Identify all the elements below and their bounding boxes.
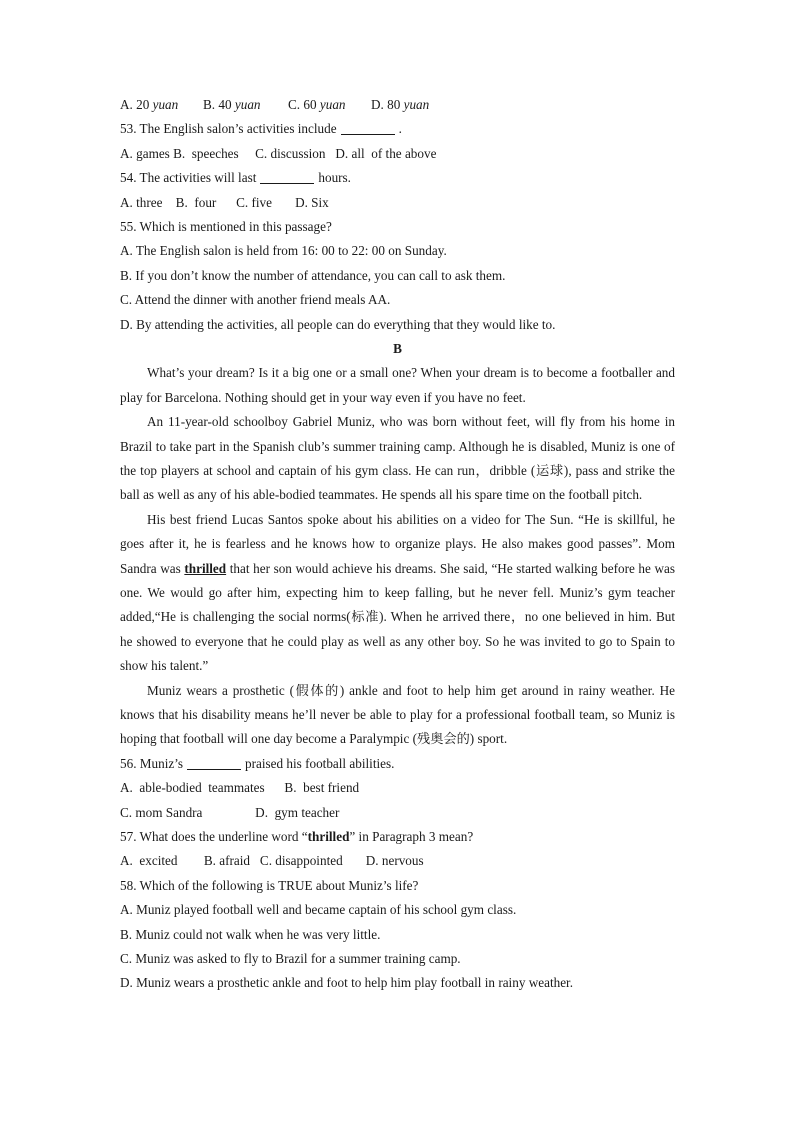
q55-option-a: A. The English salon is held from 16: 00 to 22: 00 on Sunday.: [120, 243, 447, 259]
q52-option-c: C. 60 yuan: [288, 97, 346, 112]
q53-stem: 53. The English salon’s activities include .: [120, 121, 402, 137]
q52-option-b: B. 40 yuan: [203, 97, 261, 112]
q54-stem: 54. The activities will last hours.: [120, 170, 351, 186]
underlined-word: thrilled: [184, 560, 227, 576]
q58-option-b: B. Muniz could not walk when he was very little.: [120, 926, 381, 942]
q55-option-b: B. If you don’t know the number of attendance, you can call to ask them.: [120, 267, 506, 283]
q58-stem: 58. Which of the following is TRUE about Muniz’s life?: [120, 877, 419, 893]
passage-paragraph-2: An 11-year-old schoolboy Gabriel Muniz, who was born without feet, will fly from his home in Brazil to take part in the Spanish club’s summer training camp. Although he is disabled, Muniz is one of the top players at school and captain of his gym class. He can run，dribble (运球), pass and strike the ball as well as any of his able-bodied teammates. He spends all his spare time on the football pitch.: [120, 414, 675, 503]
passage-paragraph-1: What’s your dream? Is it a big one or a small one? When your dream is to become a footballer and play for Barcelona. Nothing should get in your way even if you have no feet.: [120, 365, 675, 405]
q56-options-ab: A. able-bodied teammates B. best friend: [120, 780, 360, 796]
q52-option-a: A. 20 yuan: [120, 97, 179, 112]
answer-blank: [341, 120, 395, 135]
exam-page: [120, 93, 675, 996]
q55-stem: 55. Which is mentioned in this passage?: [120, 218, 332, 234]
q56-stem: 56. Muniz’s praised his football abilities.: [120, 755, 395, 771]
q57-options: A. excited B. afraid C. disappointed D. nervous: [120, 853, 424, 869]
q56-options-cd: C. mom Sandra D. gym teacher: [120, 804, 340, 820]
q58-option-a: A. Muniz played football well and became captain of his school gym class.: [120, 902, 517, 918]
q55-option-d: D. By attending the activities, all people can do everything that they would like to.: [120, 316, 556, 332]
q52-options: [120, 93, 675, 117]
q55-option-c: C. Attend the dinner with another friend meals AA.: [120, 292, 391, 308]
q53-options: A. games B. speeches C. discussion D. all of the above: [120, 145, 437, 161]
q54-options: A. three B. four C. five D. Six: [120, 194, 329, 210]
q52-option-d: D. 80 yuan: [371, 97, 430, 112]
q58-option-d: D. Muniz wears a prosthetic ankle and foot to help him play football in rainy weather.: [120, 975, 574, 991]
answer-blank: [260, 169, 314, 184]
passage-paragraph-4: Muniz wears a prosthetic (假体的) ankle and foot to help him get around in rainy weather. He knows that his disability means he’ll never be able to play for a professional football team, so Muniz is hoping that football will one day become a Paralympic (残奥会的) sport.: [120, 682, 675, 747]
q57-stem: 57. What does the underline word “thrilled” in Paragraph 3 mean?: [120, 828, 474, 844]
section-heading: B: [393, 340, 402, 356]
answer-blank: [187, 755, 241, 770]
q58-option-c: C. Muniz was asked to fly to Brazil for a summer training camp.: [120, 950, 461, 966]
passage-paragraph-3: His best friend Lucas Santos spoke about his abilities on a video for The Sun. “He is skillful, he goes after it, he is fearless and he knows how to organize plays. He also makes good passes”. Mom Sandra was thrilled that her son would achieve his dreams. She said, “He started walking before he was one. We would go after him, expecting him to keep falling, but he never fell. Muniz’s gym teacher added,“He is challenging the social norms(标准). When he arrived there，no one believed in him. But he showed to everyone that he could play as well as any other boy. So he was invited to go to Spain to show his talent.”: [120, 511, 675, 674]
